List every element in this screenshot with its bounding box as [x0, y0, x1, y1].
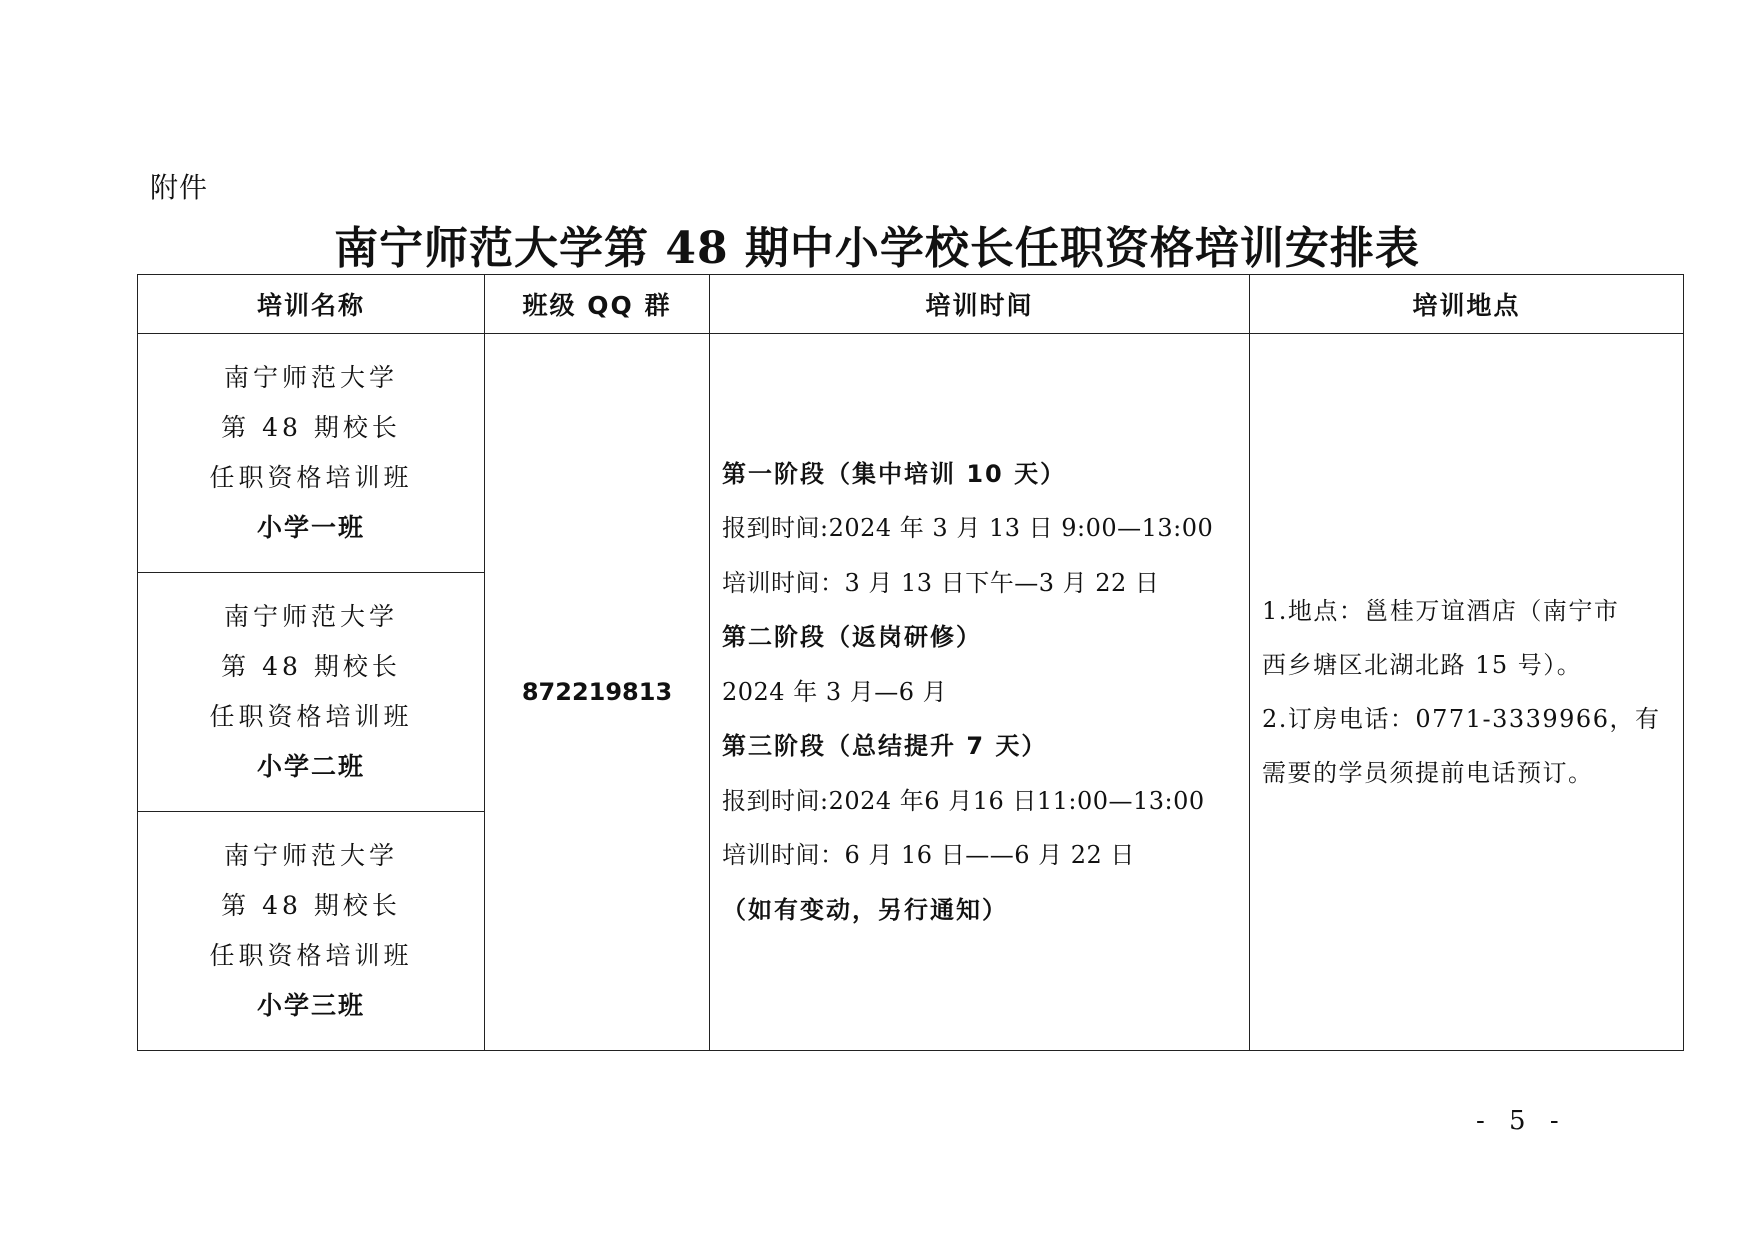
stage1-report-time: 报到时间:2024 年 3 月 13 日 9:00—13:00 — [722, 514, 1214, 543]
class-name-cell-2 — [138, 573, 485, 812]
location-line-4: 需要的学员须提前电话预订。 — [1262, 759, 1594, 787]
page-number: - 5 - — [1476, 1106, 1567, 1136]
training-time-cell — [710, 334, 1250, 1051]
session-number: 第 48 期校长 — [221, 891, 401, 920]
program-name: 任职资格培训班 — [209, 702, 413, 731]
table-header-row — [138, 275, 1684, 334]
stage3-report-time: 报到时间:2024 年6 月16 日11:00—13:00 — [722, 786, 1205, 815]
session-number: 第 48 期校长 — [221, 652, 401, 681]
class-name-cell-1 — [138, 334, 485, 573]
header-training-time: 培训时间 — [710, 275, 1250, 334]
class-label: 小学三班 — [256, 991, 365, 1020]
program-name: 任职资格培训班 — [209, 463, 413, 492]
class-label: 小学一班 — [256, 513, 365, 542]
stage2-period: 2024 年 3 月—6 月 — [722, 677, 948, 706]
session-number: 第 48 期校长 — [221, 413, 401, 442]
stage1-heading: 第一阶段（集中培训 10 天） — [722, 459, 1067, 488]
class-label: 小学二班 — [256, 752, 365, 781]
change-notice: （如有变动，另行通知） — [722, 895, 1008, 924]
location-line-3: 2.订房电话：0771-3339966，有 — [1262, 705, 1661, 733]
training-schedule-table — [137, 274, 1684, 1051]
table-row — [138, 334, 1684, 573]
header-training-location: 培训地点 — [1250, 275, 1684, 334]
header-qq-group: 班级 QQ 群 — [485, 275, 710, 334]
qq-group-number: 872219813 — [485, 334, 710, 1051]
university-name: 南宁师范大学 — [223, 841, 398, 870]
document-title: 南宁师范大学第 48 期中小学校长任职资格培训安排表 — [334, 223, 1420, 274]
location-line-2: 西乡塘区北湖北路 15 号）。 — [1262, 651, 1583, 679]
attachment-label: 附件 — [150, 171, 209, 204]
location-line-1: 1.地点：邕桂万谊酒店（南宁市 — [1262, 597, 1620, 625]
stage2-heading: 第二阶段（返岗研修） — [722, 623, 982, 652]
stage3-heading: 第三阶段（总结提升 7 天） — [722, 732, 1048, 761]
university-name: 南宁师范大学 — [223, 602, 398, 631]
stage3-training-time: 培训时间：6 月 16 日——6 月 22 日 — [722, 841, 1135, 870]
stage1-training-time: 培训时间：3 月 13 日下午—3 月 22 日 — [722, 568, 1160, 597]
class-name-cell-3 — [138, 812, 485, 1051]
university-name: 南宁师范大学 — [223, 363, 398, 392]
header-training-name: 培训名称 — [138, 275, 485, 334]
training-location-cell — [1250, 334, 1684, 1051]
program-name: 任职资格培训班 — [209, 941, 413, 970]
